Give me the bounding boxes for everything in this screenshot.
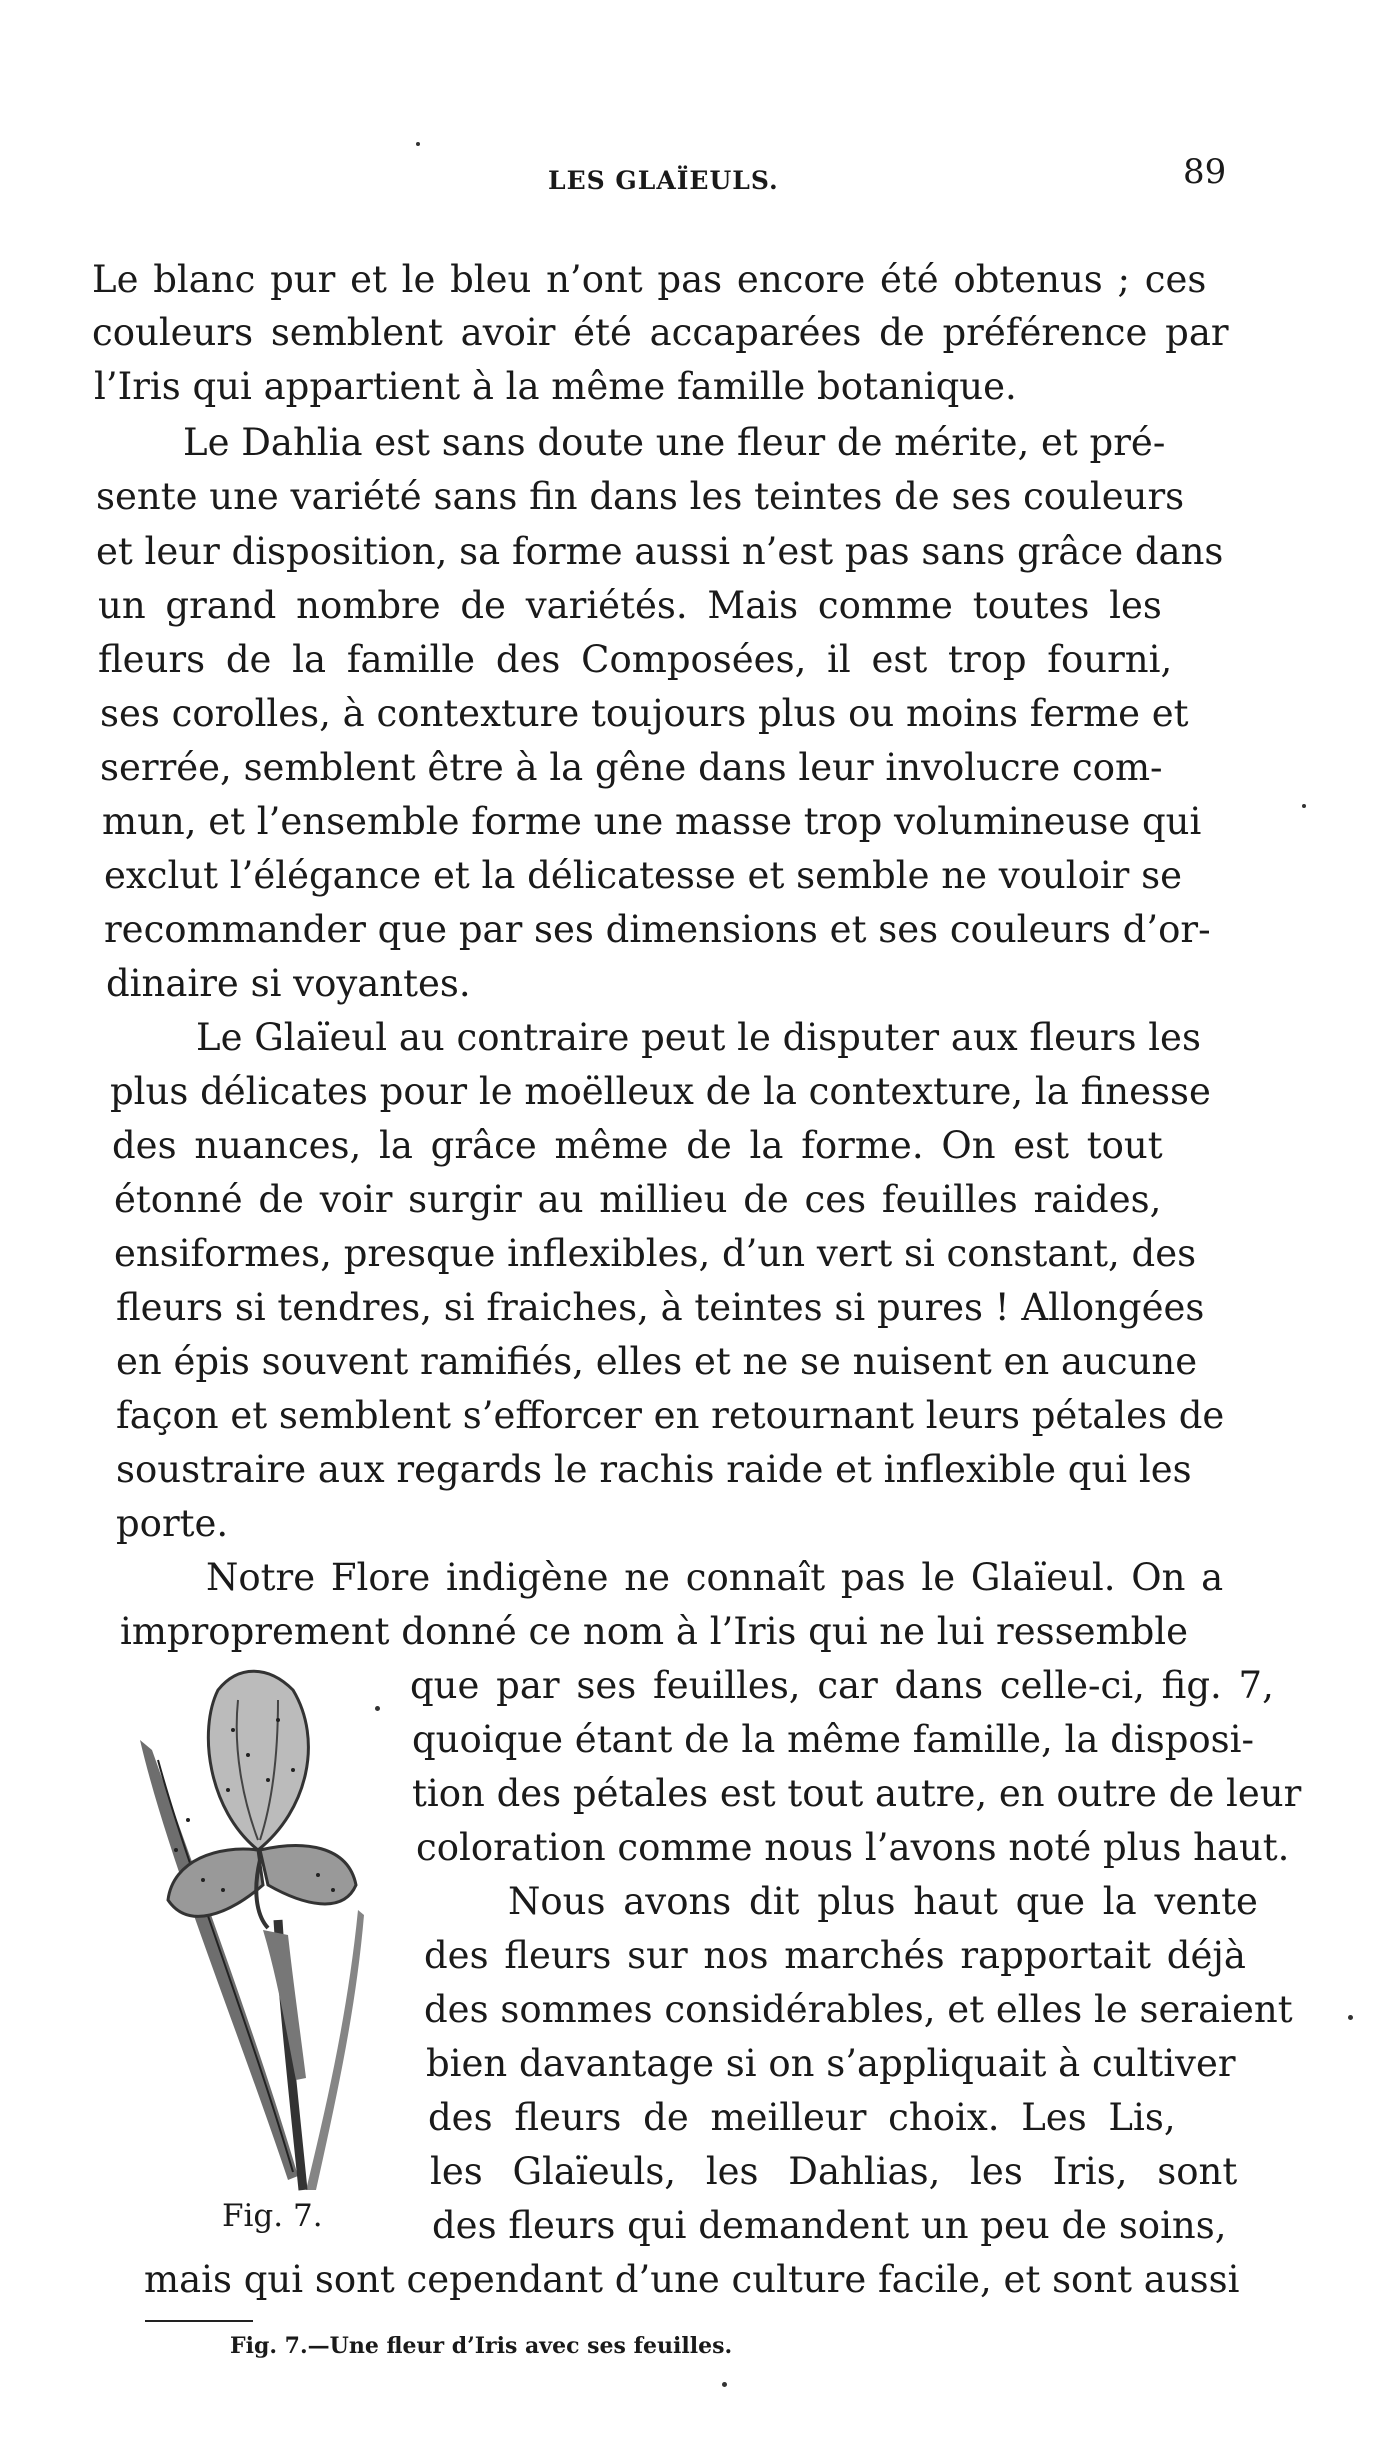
text-line: mun, et l’ensemble forme une masse trop volumineuse qui <box>102 800 1202 843</box>
text-line: fleurs si tendres, si fraiches, à teintes si pures ! Allongées <box>116 1286 1205 1329</box>
text-line: dinaire si voyantes. <box>106 962 471 1005</box>
text-line: coloration comme nous l’avons noté plus haut. <box>416 1826 1290 1869</box>
text-line: des nuances, la grâce même de la forme. On est tout <box>112 1124 1163 1167</box>
text-line: soustraire aux regards le rachis raide et inflexible qui les <box>116 1448 1192 1491</box>
text-line: des fleurs sur nos marchés rapportait déjà <box>424 1934 1246 1977</box>
text-line: façon et semblent s’efforcer en retournant leurs pétales de <box>116 1394 1225 1437</box>
text-line: ensiformes, presque inflexibles, d’un vert si constant, des <box>114 1232 1197 1275</box>
print-speck <box>722 2382 727 2387</box>
text-line: que par ses feuilles, car dans celle-ci, fig. 7, <box>410 1664 1274 1707</box>
text-line: des sommes considérables, et elles le seraient <box>424 1988 1293 2031</box>
text-line: Le blanc pur et le bleu n’ont pas encore été obtenus ; ces <box>92 258 1207 301</box>
text-line: improprement donné ce nom à l’Iris qui ne lui ressemble <box>120 1610 1188 1653</box>
text-line: l’Iris qui appartient à la même famille botanique. <box>94 365 1017 408</box>
text-line: un grand nombre de variétés. Mais comme toutes les <box>98 584 1162 627</box>
text-line: Nous avons dit plus haut que la vente <box>508 1880 1258 1923</box>
print-speck <box>416 142 420 146</box>
text-line: ses corolles, à contexture toujours plus ou moins ferme et <box>100 692 1189 735</box>
print-speck <box>1302 804 1306 808</box>
footnote: Fig. 7.—Une fleur d’Iris avec ses feuilles. <box>230 2333 733 2359</box>
footnote-rule <box>145 2320 253 2322</box>
running-header: LES GLAÏEULS. <box>548 166 779 195</box>
text-line: et leur disposition, sa forme aussi n’est pas sans grâce dans <box>96 530 1224 573</box>
text-line: sente une variété sans fin dans les teintes de ses couleurs <box>96 475 1185 518</box>
text-line: exclut l’élégance et la délicatesse et semble ne vouloir se <box>104 854 1183 897</box>
figure-label: Fig. 7. <box>222 2198 323 2234</box>
text-line: mais qui sont cependant d’une culture facile, et sont aussi <box>144 2258 1240 2301</box>
text-line: bien davantage si on s’appliquait à cultiver <box>426 2042 1236 2085</box>
text-line: les Glaïeuls, les Dahlias, les Iris, sont <box>430 2150 1238 2193</box>
text-line: des fleurs de meilleur choix. Les Lis, <box>428 2096 1176 2139</box>
text-line: quoique étant de la même famille, la disposi- <box>412 1718 1255 1761</box>
iris-flower-illustration <box>128 1660 398 2200</box>
print-speck <box>375 1706 380 1711</box>
text-line: couleurs semblent avoir été accaparées de préférence par <box>92 311 1229 354</box>
page-number: 89 <box>1183 152 1227 192</box>
text-line: Le Glaïeul au contraire peut le disputer aux fleurs les <box>196 1016 1201 1059</box>
text-line: des fleurs qui demandent un peu de soins, <box>432 2204 1227 2247</box>
text-line: plus délicates pour le moëlleux de la contexture, la finesse <box>110 1070 1211 1113</box>
print-speck <box>1348 2015 1353 2020</box>
text-line: serrée, semblent être à la gêne dans leur involucre com- <box>100 746 1163 789</box>
text-line: en épis souvent ramifiés, elles et ne se nuisent en aucune <box>116 1340 1198 1383</box>
text-line: porte. <box>116 1502 229 1545</box>
text-line: tion des pétales est tout autre, en outre de leur <box>412 1772 1302 1815</box>
text-line: étonné de voir surgir au millieu de ces feuilles raides, <box>114 1178 1162 1221</box>
text-line: Le Dahlia est sans doute une fleur de mérite, et pré- <box>183 421 1166 464</box>
text-line: recommander que par ses dimensions et ses couleurs d’or- <box>104 908 1211 951</box>
text-line: Notre Flore indigène ne connaît pas le Glaïeul. On a <box>206 1556 1224 1599</box>
text-line: fleurs de la famille des Composées, il est trop fourni, <box>98 638 1173 681</box>
